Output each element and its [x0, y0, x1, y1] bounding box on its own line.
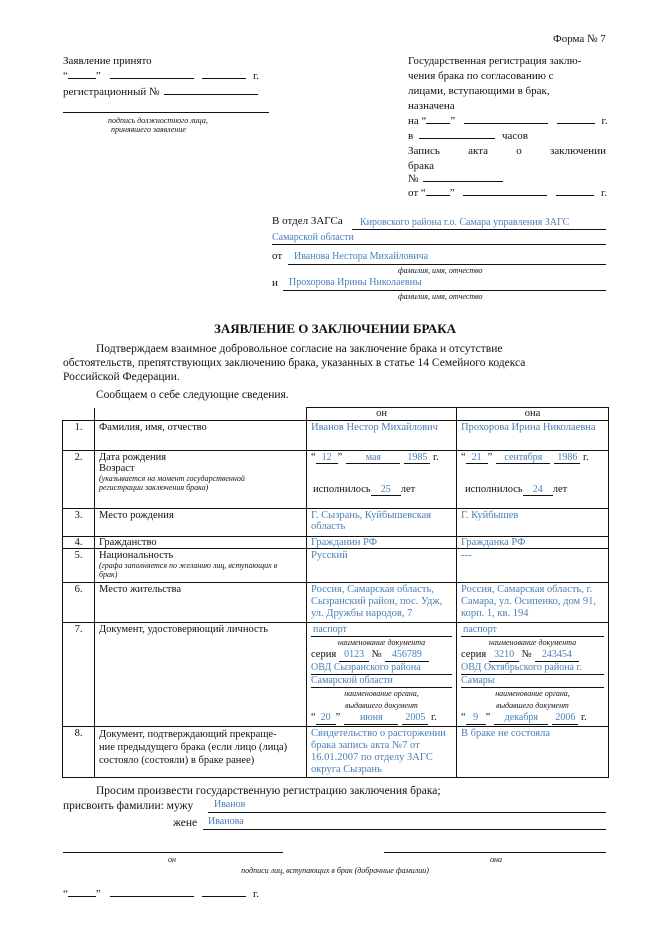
reg-right-line4: назначена [408, 100, 455, 112]
info-table [62, 407, 609, 778]
sign-he-caption: он [168, 855, 176, 864]
husband-surname: Иванов [214, 799, 246, 810]
table-row: 4. Гражданство Гражданин РФ Гражданка РФ [63, 537, 609, 549]
document-title: ЗАЯВЛЕНИЕ О ЗАКЛЮЧЕНИИ БРАКА [213, 321, 457, 336]
record-date-row: от “ ” г. [408, 187, 607, 199]
intro-line-4: Сообщаем о себе следующие сведения. [96, 389, 289, 401]
official-sign-caption: подпись должностного лица, [108, 116, 208, 125]
wife-label: жене [173, 817, 198, 829]
assign-label: присвоить фамилии: мужу [63, 800, 194, 812]
zags-value-1: Кировского района г.о. Самара управления ЗАГС [360, 217, 570, 228]
appointed-date-row: на “ ” г. [408, 115, 608, 127]
col-she: она [457, 408, 609, 421]
accepted-date-row: “ ” г. [63, 70, 260, 82]
table-row: 8. Документ, подтверждающий прекраще- ние предыдущего брака (если лицо (лица) состояло (состояли) в браке ранее) Свидетельство о расторжении брака запись акта №7 от 16.01.2007 по отделу ЗАГС округа Сызрань В браке не состояла [63, 727, 609, 778]
zags-label: В отдел ЗАГСа [272, 215, 343, 227]
table-row: 2. Дата рождения Возраст (указывается на момент государственной регистрации заключения брака) “ 12 ” мая 1985 г. исполнилось 25 лет “ 21 ” сентября 1986 г. исполнилось 24 лет [63, 451, 609, 509]
col-he: он [307, 408, 457, 421]
sign-she-caption: она [490, 855, 502, 864]
reg-right-line2: чения брака по согласованию с [408, 70, 554, 82]
sign-caption: подписи лиц, вступающих в брак (добрачные фамилии) [241, 866, 429, 875]
record-number-row: № [408, 173, 503, 185]
reg-right-line1: Государственная регистрация заклю- [408, 55, 582, 67]
intro-line-1: Подтверждаем взаимное добровольное согласие на заключение брака и отсутствие [96, 343, 503, 355]
official-sign-line [63, 112, 269, 113]
intro-line-2: обстоятельств, препятствующих заключению брака, указанных в статье 14 Семейного кодекса [63, 357, 526, 369]
zags-and-label: и [272, 277, 278, 289]
zags-from-label: от [272, 250, 283, 262]
sign-line-he [63, 852, 283, 853]
sign-line-she [384, 852, 606, 853]
applicant-he-name: Иванова Нестора Михайловича [294, 251, 429, 262]
request-text: Просим произвести государственную регистрацию заключения брака; [96, 785, 441, 797]
official-sign-caption-2: принявшего заявление [111, 125, 186, 134]
table-row: 5. Национальность (графа заполняется по желанию лиц, вступающих в брак) Русский --- [63, 549, 609, 583]
reg-number-row: регистрационный № [63, 86, 258, 98]
applicant-she-name: Прохорова Ирины Николаевны [289, 277, 422, 288]
record-braka: брака [408, 160, 435, 172]
zags-value-2: Самарской области [272, 232, 354, 243]
table-row: 1. Фамилия, имя, отчество Иванов Нестор Михайлович Прохорова Ирина Николаевна [63, 421, 609, 451]
caption-fio-2: фамилия, имя, отчество [398, 292, 483, 301]
caption-fio-1: фамилия, имя, отчество [398, 266, 483, 275]
form-number: Форма № 7 [553, 33, 606, 45]
bottom-date-row: “ ” г. [63, 888, 260, 900]
reg-right-line3: лицами, вступающими в брак, [408, 85, 550, 97]
table-row: 7. Документ, удостоверяющий личность паспорт наименование документа серия 0123 № 456789 ОВД Сызранского района Самарской области наименование органа, выдавшего документ “ 20 ” июня 2005 г. паспорт наименование документа серия 3210 № 243454 ОВД Октябрьского района г. Самары наименование органа, выдавшего документ “ 9 ” декабря 2006 г. [63, 623, 609, 727]
table-row: 6. Место жительства Россия, Самарская область, Сызранский район, пос. Удж, ул. Дружбы народов, 7 Россия, Самарская область, г. Самара, ул. Осипенко, дом 91, корп. 1, кв. 194 [63, 583, 609, 623]
wife-surname: Иванова [208, 816, 244, 827]
table-row: 3. Место рождения Г. Сызрань, Куйбышевская область Г. Куйбышев [63, 509, 609, 537]
accepted-label: Заявление принято [63, 55, 152, 67]
intro-line-3: Российской Федерации. [63, 371, 180, 383]
record-row: Запись акта о заключении [408, 145, 606, 157]
appointed-time-row: в часов [408, 130, 528, 142]
